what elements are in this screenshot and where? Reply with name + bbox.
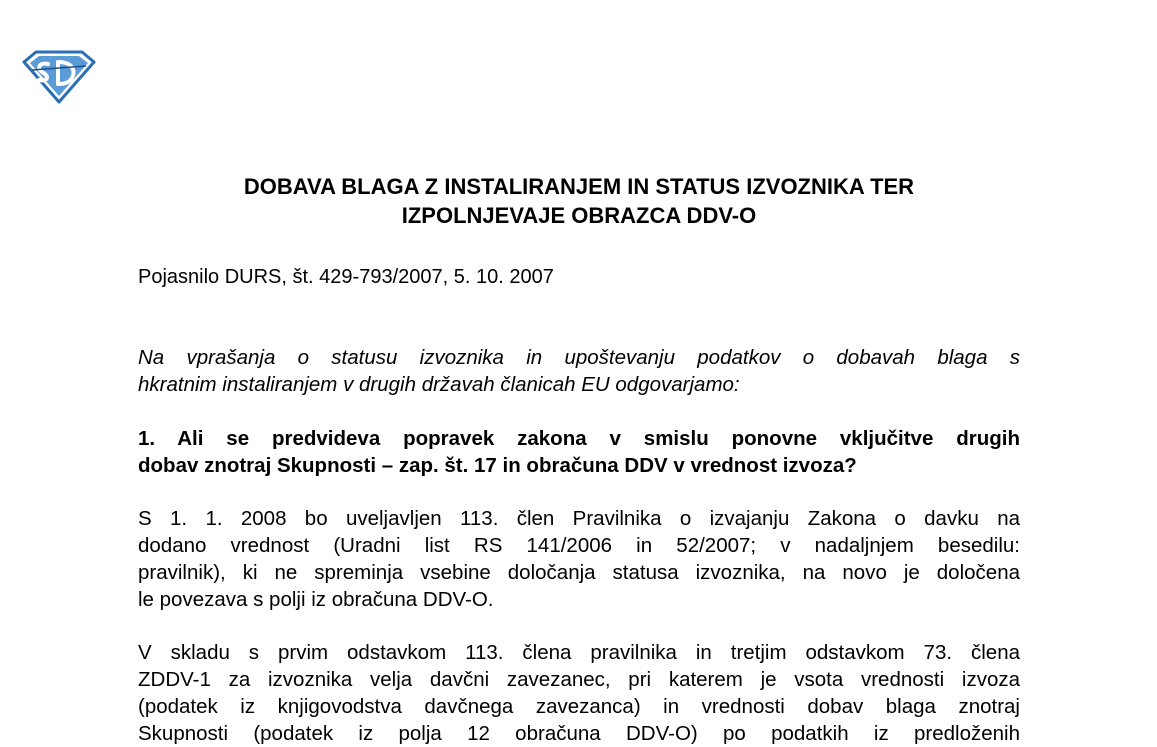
source-reference: Pojasnilo DURS, št. 429-793/2007, 5. 10. 2007 [138,266,554,288]
title-line-1: DOBAVA BLAGA Z INSTALIRANJEM IN STATUS IZVOZNIKA TER [243,174,915,199]
question-line: 1. Ali se predvideva popravek zakona v smislu ponovne vključitve drugih [138,427,1020,450]
question-heading [138,425,1020,479]
company-logo [22,48,96,104]
question-line: dobav znotraj Skupnosti – zap. št. 17 in obračuna DDV v vrednost izvoza? [138,454,857,477]
intro-line: hkratnim instaliranjem v drugih državah članicah EU odgovarjamo: [138,373,740,396]
intro-paragraph [138,344,1020,398]
paragraph-line: Skupnosti (podatek iz polja 12 obračuna DDV-O) po podatkih iz predloženih [138,722,1020,745]
document-title [138,172,1020,230]
paragraph-line: dodano vrednost (Uradni list RS 141/2006 in 52/2007; v nadaljnjem besedilu: [138,534,1020,557]
paragraph-line: V skladu s prvim odstavkom 113. člena pravilnika in tretjim odstavkom 73. člena [138,641,1020,664]
intro-line: Na vprašanja o statusu izvoznika in upoštevanju podatkov o dobavah blaga s [138,346,1020,369]
paragraph-line: ZDDV-1 za izvoznika velja davčni zavezanec, pri katerem je vsota vrednosti izvoza [138,668,1020,691]
title-line-2: IZPOLNJEVAJE OBRAZCA DDV-O [401,203,757,228]
paragraph-line: le povezava s polji iz obračuna DDV-O. [138,588,494,611]
paragraph-line: (podatek iz knjigovodstva davčnega zavezanca) in vrednosti dobav blaga znotraj [138,695,1020,718]
answer-paragraph-1 [138,505,1020,613]
answer-paragraph-2 [138,639,1020,747]
paragraph-line: pravilnik), ki ne spreminja vsebine določanja statusa izvoznika, na novo je določena [138,561,1020,584]
paragraph-line: S 1. 1. 2008 bo uveljavljen 113. člen Pravilnika o izvajanju Zakona o davku na [138,507,1020,530]
